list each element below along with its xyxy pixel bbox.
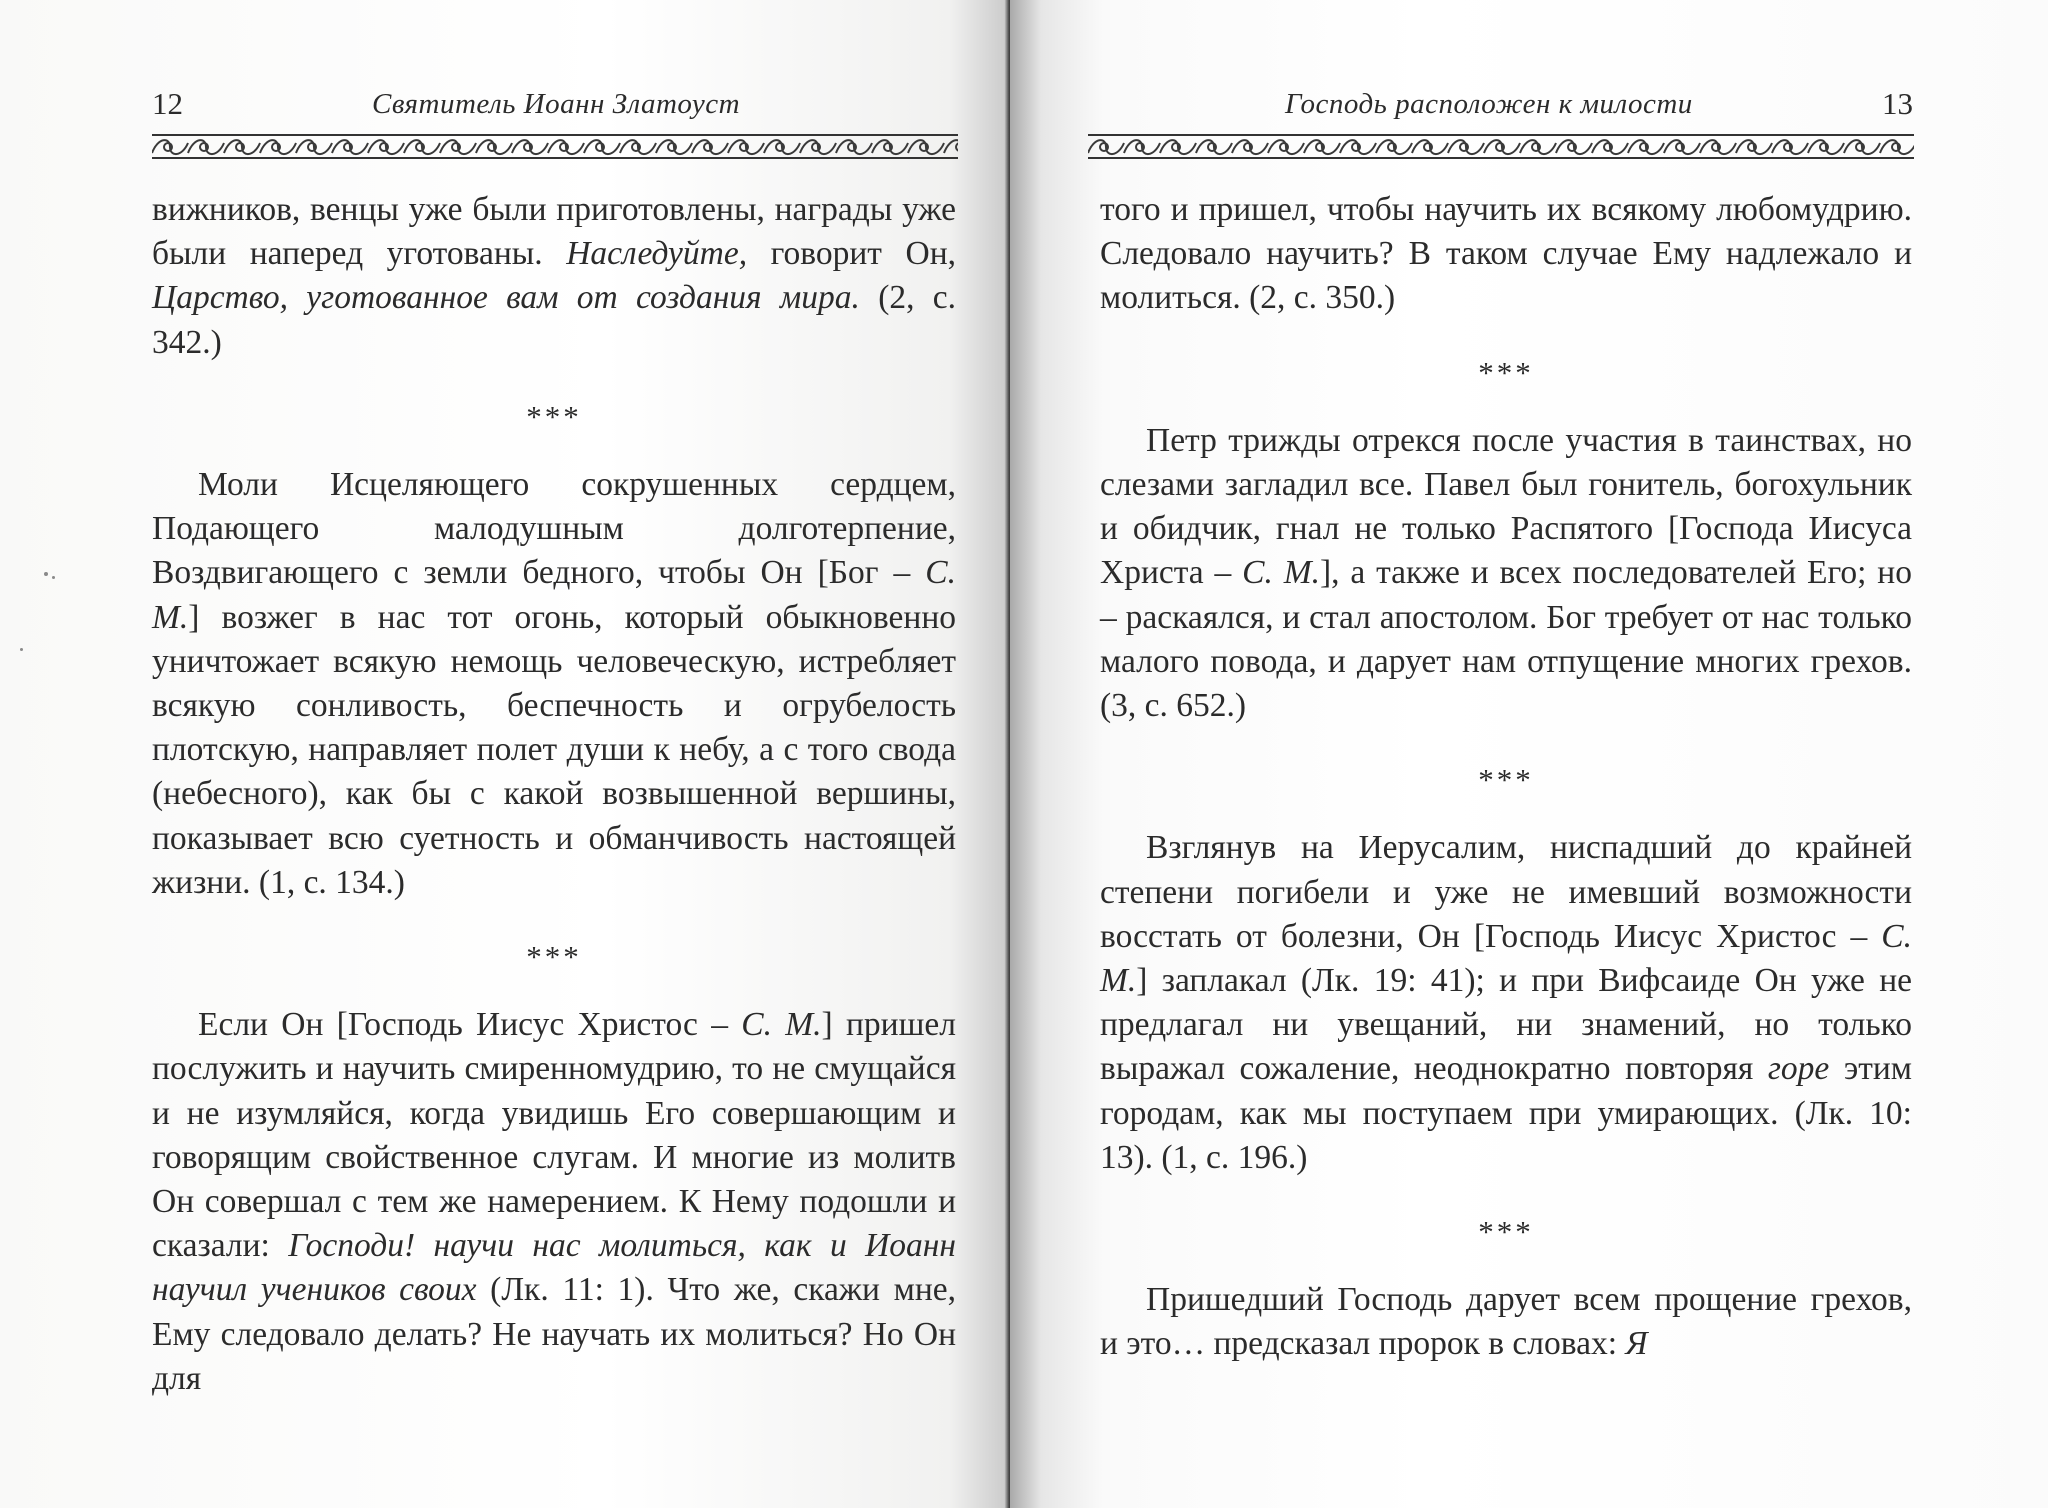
right-page-header <box>1103 86 1913 126</box>
right-page <box>1010 0 2048 1508</box>
text-run: того и пришел, чтобы научить их всякому любомудрию. Следовало научить? В таком случае Ему надлежало и молиться. (2, с. 350.) <box>1100 191 1912 317</box>
section-separator: *** <box>526 939 582 975</box>
page-number: 13 <box>1882 86 1913 121</box>
italic-run: горе <box>1767 1050 1830 1088</box>
text-run: Пришедший Господь дарует всем прощение грехов, и это… предсказал пророк в словах: <box>1100 1281 1912 1363</box>
page-number: 12 <box>152 86 183 121</box>
paragraph <box>1100 826 1912 1180</box>
ornamental-rule <box>152 132 958 162</box>
text-run: ] возжег в нас тот огонь, который обыкновенно уничтожает всякую немощь человеческую, истребляет всякую сонливость, беспечность и огрубелость плотскую, направляет полет души к небу, а с того свода (небесного), как бы с какой возвышенной вершины, показывает всю суетность и обманчивость настоящей жизни. (1, с. 134.) <box>152 598 956 901</box>
text-run: вижников, венцы уже были приготовлены, награды уже были наперед уготованы. <box>152 191 956 273</box>
paragraph <box>152 188 956 365</box>
section-separator: *** <box>1478 1214 1534 1250</box>
text-run: Моли Исцеляющего сокрушенных сердцем, Подающего малодушным долготерпение, Воздвигающего с земли бедного, чтобы Он [Бог – <box>152 466 956 592</box>
italic-run: Господи! научи нас молиться, как и Иоанн научил учеников своих <box>152 1227 957 1309</box>
text-run: ] заплакал (Лк. 19: 41); и при Вифсаиде Он уже не предлагал ни увещаний, ни знамений, но только выражал сожаление, неоднократно повторяя <box>1100 962 1912 1088</box>
italic-run: Царство, уготованное вам от создания мира. <box>152 279 860 317</box>
left-page <box>0 0 1010 1508</box>
print-speck <box>44 572 48 576</box>
text-run: Взглянув на Иерусалим, ниспадший до крайней степени погибели и уже не имевший возможности восстать от болезни, Он [Господь Иисус Христос – <box>1100 829 1912 955</box>
section-separator: *** <box>526 398 582 434</box>
ornament-pattern <box>152 132 958 162</box>
text-run: (2, с. 342.) <box>152 279 957 361</box>
print-speck <box>20 648 23 651</box>
left-page-header <box>152 86 958 126</box>
italic-run: С. М. <box>741 1006 822 1044</box>
text-run: говорит Он, <box>747 235 956 273</box>
running-title: Господь расположен к милости <box>1285 88 1693 120</box>
italic-run: С. М. <box>1100 917 1912 1000</box>
italic-run: С. М. <box>152 554 956 636</box>
paragraph <box>152 1003 956 1401</box>
paragraph <box>1100 419 1912 728</box>
text-run: Если Он [Господь Иисус Христос – <box>198 1006 742 1044</box>
left-page-text <box>152 188 956 1401</box>
paragraph <box>152 463 956 905</box>
text-run: этим городам, как мы поступаем при умирающих. (Лк. 10: 13). (1, с. 196.) <box>1100 1050 1912 1176</box>
text-run: (Лк. 11: 1). Что же, скажи мне, Ему следовало делать? Не научать их молиться? Но Он для <box>152 1271 956 1397</box>
section-separator: *** <box>1478 762 1534 798</box>
italic-run: Наследуйте, <box>566 235 748 273</box>
ornament-pattern <box>1088 132 1914 162</box>
ornamental-rule <box>1088 132 1914 162</box>
right-page-text <box>1100 188 1912 1367</box>
running-title: Святитель Иоанн Златоуст <box>372 88 741 120</box>
italic-run: С. М. <box>1242 554 1320 592</box>
paragraph <box>1100 1278 1912 1366</box>
paragraph <box>1100 188 1912 321</box>
text-run: Петр трижды отрекся после участия в таинствах, но слезами загладил все. Павел был гонитель, богохульник и обидчик, гнал не только Распятого [Господа Иисуса Христа – <box>1100 421 1912 592</box>
italic-run: Я <box>1625 1325 1648 1363</box>
section-separator: *** <box>1478 354 1534 390</box>
text-run: ], а также и всех последователей Его; но – раскаялся, и стал апостолом. Бог требует от нас только малого повода, и дарует нам отпущение многих грехов. (3, с. 652.) <box>1100 554 1912 725</box>
print-speck <box>52 576 55 579</box>
text-run: ] пришел послужить и научить смиренномудрию, то не смущайся и не изумляйся, когда увидишь Его совершающим и говорящим свойственное слугам. И многие из молитв Он совершал с тем же намерением. К Нему подошли и сказали: <box>152 1006 956 1265</box>
